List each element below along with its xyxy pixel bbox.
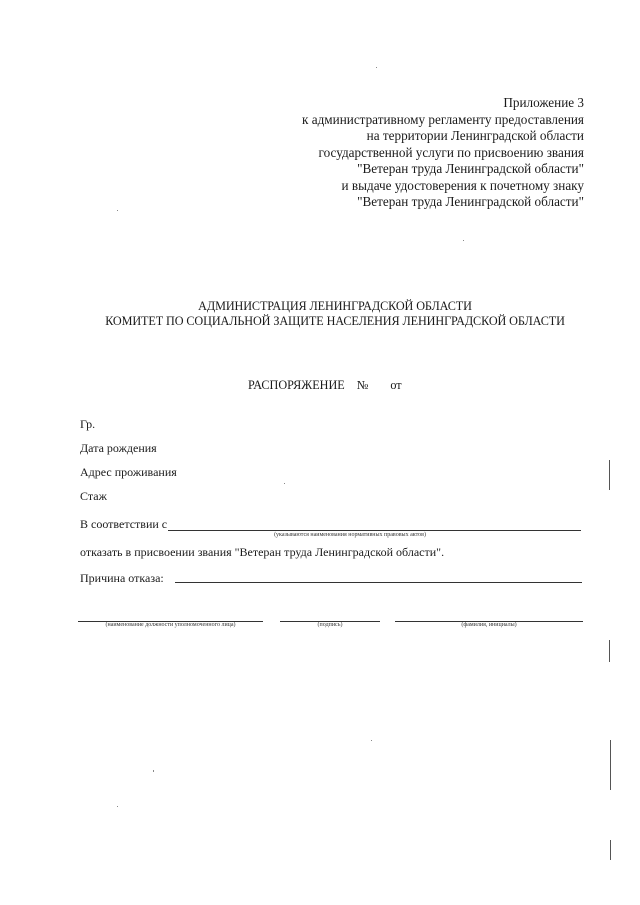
order-title: РАСПОРЯЖЕНИЕ — [248, 378, 345, 392]
appendix-line: и выдаче удостоверения к почетному знаку — [341, 177, 584, 193]
scan-edge-mark — [610, 840, 611, 860]
appendix-line: государственной услуги по присвоению звания — [318, 144, 584, 160]
scan-speck — [117, 806, 118, 807]
citizen-label: Гр. — [80, 417, 96, 431]
refusal-text: отказать в присвоении звания "Ветеран труда Ленинградской области". — [80, 545, 445, 559]
accordance-underline — [168, 530, 581, 531]
name-caption: (фамилия, инициалы) — [461, 622, 517, 628]
appendix-line: "Ветеран труда Ленинградской области" — [357, 194, 584, 209]
appendix-line: "Ветеран труда Ленинградской области" — [357, 161, 584, 176]
scan-speck — [284, 483, 285, 484]
order-date-prefix: от — [390, 378, 402, 392]
committee-title: КОМИТЕТ ПО СОЦИАЛЬНОЙ ЗАЩИТЕ НАСЕЛЕНИЯ ЛЕНИНГРАДСКОЙ ОБЛАСТИ — [105, 314, 565, 328]
appendix-line: к административному регламенту предоставления — [302, 111, 584, 127]
experience-label: Стаж — [80, 489, 107, 503]
accordance-caption: (указываются наименования нормативных правовых актов) — [274, 532, 426, 538]
scan-edge-mark — [610, 740, 611, 790]
reason-label: Причина отказа: — [80, 571, 164, 585]
reason-underline — [175, 582, 582, 583]
position-caption: (наименование должности уполномоченного лица) — [105, 622, 236, 628]
organization-header — [0, 299, 640, 329]
scan-speck — [117, 210, 118, 211]
order-number-sign: № — [356, 378, 369, 392]
signature-caption: (подпись) — [317, 622, 343, 628]
appendix-line: на территории Ленинградской области — [366, 128, 584, 143]
address-label: Адрес проживания — [80, 465, 177, 479]
order-title-row — [248, 378, 402, 393]
scan-speck — [153, 770, 154, 772]
scan-speck — [463, 240, 464, 241]
birth-date-label: Дата рождения — [80, 441, 157, 455]
administration-title: АДМИНИСТРАЦИЯ ЛЕНИНГРАДСКОЙ ОБЛАСТИ — [198, 299, 472, 313]
appendix-line: Приложение 3 — [503, 95, 584, 110]
scan-speck — [376, 67, 377, 68]
scan-speck — [371, 740, 372, 741]
scan-edge-mark — [609, 460, 610, 490]
accordance-label: В соответствии с — [80, 517, 168, 531]
scan-edge-mark — [609, 640, 610, 662]
appendix-block — [302, 95, 584, 211]
